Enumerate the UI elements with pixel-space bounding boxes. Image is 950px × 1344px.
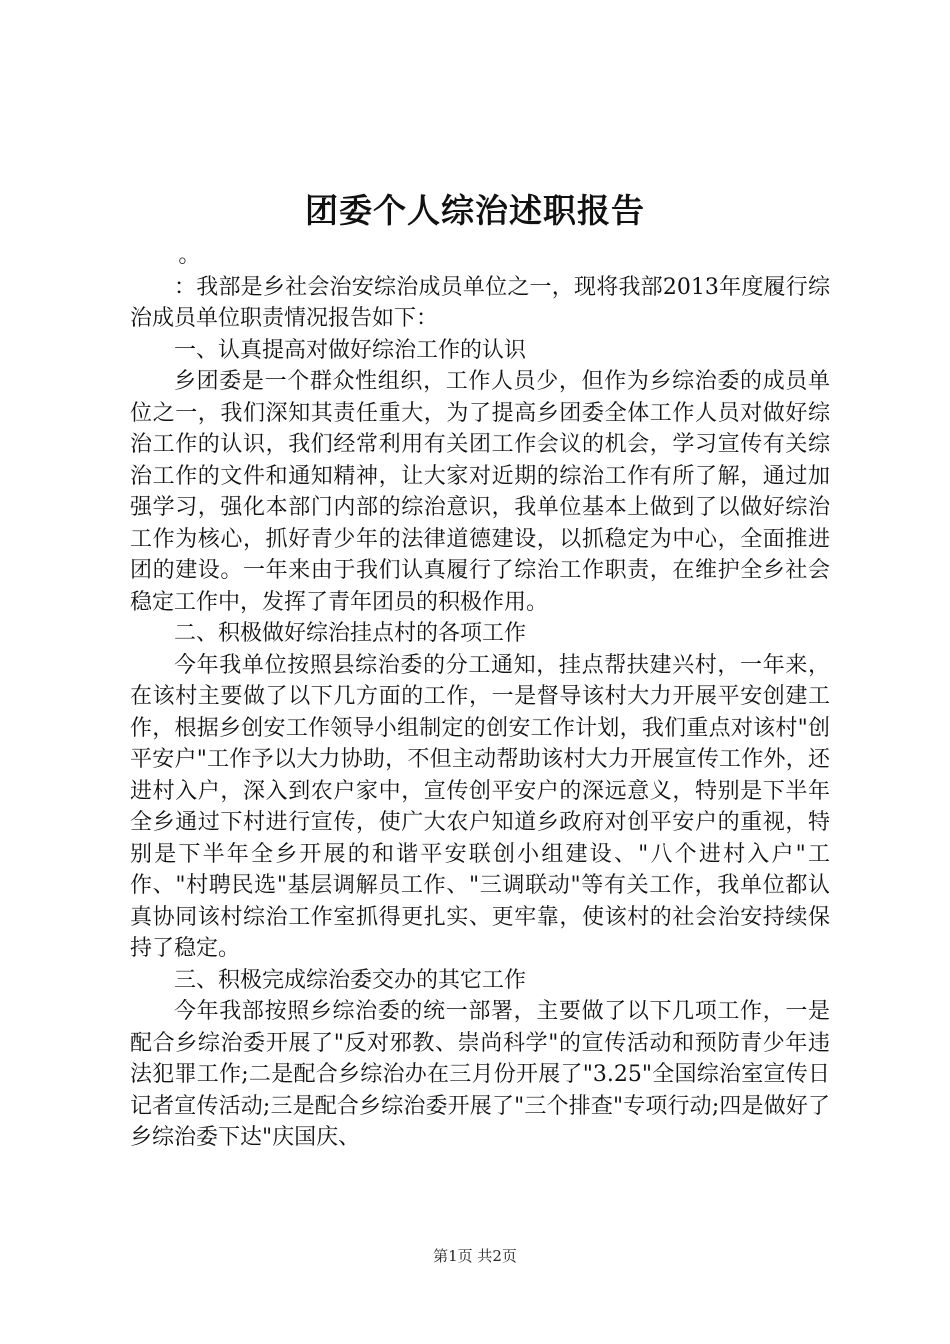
document-body — [130, 240, 830, 1154]
document-title: 团委个人综治述职报告 — [305, 191, 645, 230]
paragraph-section-3: 今年我部按照乡综治委的统一部署，主要做了以下几项工作，一是配合乡综治委开展了"反对邪教、崇尚科学"的宣传活动和预防青少年违法犯罪工作;二是配合乡综治办在三月份开展了"3.25"全国综治室宣传日记者宣传活动;三是配合乡综治委开展了"三个排查"专项行动;四是做好了乡综治委下达"庆国庆、 — [130, 999, 830, 1150]
paragraph-section-1: 乡团委是一个群众性组织，工作人员少，但作为乡综治委的成员单位之一，我们深知其责任重大，为了提高乡团委全体工作人员对做好综治工作的认识，我们经常利用有关团工作会议的机会，学习宣传有关综治工作的文件和通知精神，让大家对近期的综治工作有所了解，通过加强学习，强化本部门内部的综治意识，我单位基本上做到了以做好综治工作为核心，抓好青少年的法律道德建设，以抓稳定为中心，全面推进团的建设。一年来由于我们认真履行了综治工作职责，在维护全乡社会稳定工作中，发挥了青年团员的积极作用。 — [130, 369, 830, 615]
paragraph-lead-dot: 。 — [178, 243, 201, 268]
section-heading-3: 三、积极完成综治委交办的其它工作 — [174, 967, 527, 993]
page-footer: 第1页 共2页 — [433, 1247, 517, 1265]
section-heading-2: 二、积极做好综治挂点村的各项工作 — [174, 621, 527, 646]
paragraph-intro: ：我部是乡社会治安综治成员单位之一，现将我部2013年度履行综治成员单位职责情况报告如下： — [130, 274, 830, 331]
paragraph-section-2: 今年我单位按照县综治委的分工通知，挂点帮扶建兴村，一年来，在该村主要做了以下几方面的工作，一是督导该村大力开展平安创建工作，根据乡创安工作领导小组制定的创安工作计划，我们重点对该村"创平安户"工作予以大力协助，不但主动帮助该村大力开展宣传工作外，还进村入户，深入到农户家中，宣传创平安户的深远意义，特别是下半年全乡通过下村进行宣传，使广大农户知道乡政府对创平安户的重视，特别是下半年全乡开展的和谐平安联创小组建设、"八个进村入户"工作、"村聘民选"基层调解员工作、"三调联动"等有关工作，我单位都认真协同该村综治工作室抓得更扎实、更牢靠，使该村的社会治安持续保持了稳定。 — [130, 652, 830, 961]
section-heading-1: 一、认真提高对做好综治工作的认识 — [174, 337, 527, 363]
